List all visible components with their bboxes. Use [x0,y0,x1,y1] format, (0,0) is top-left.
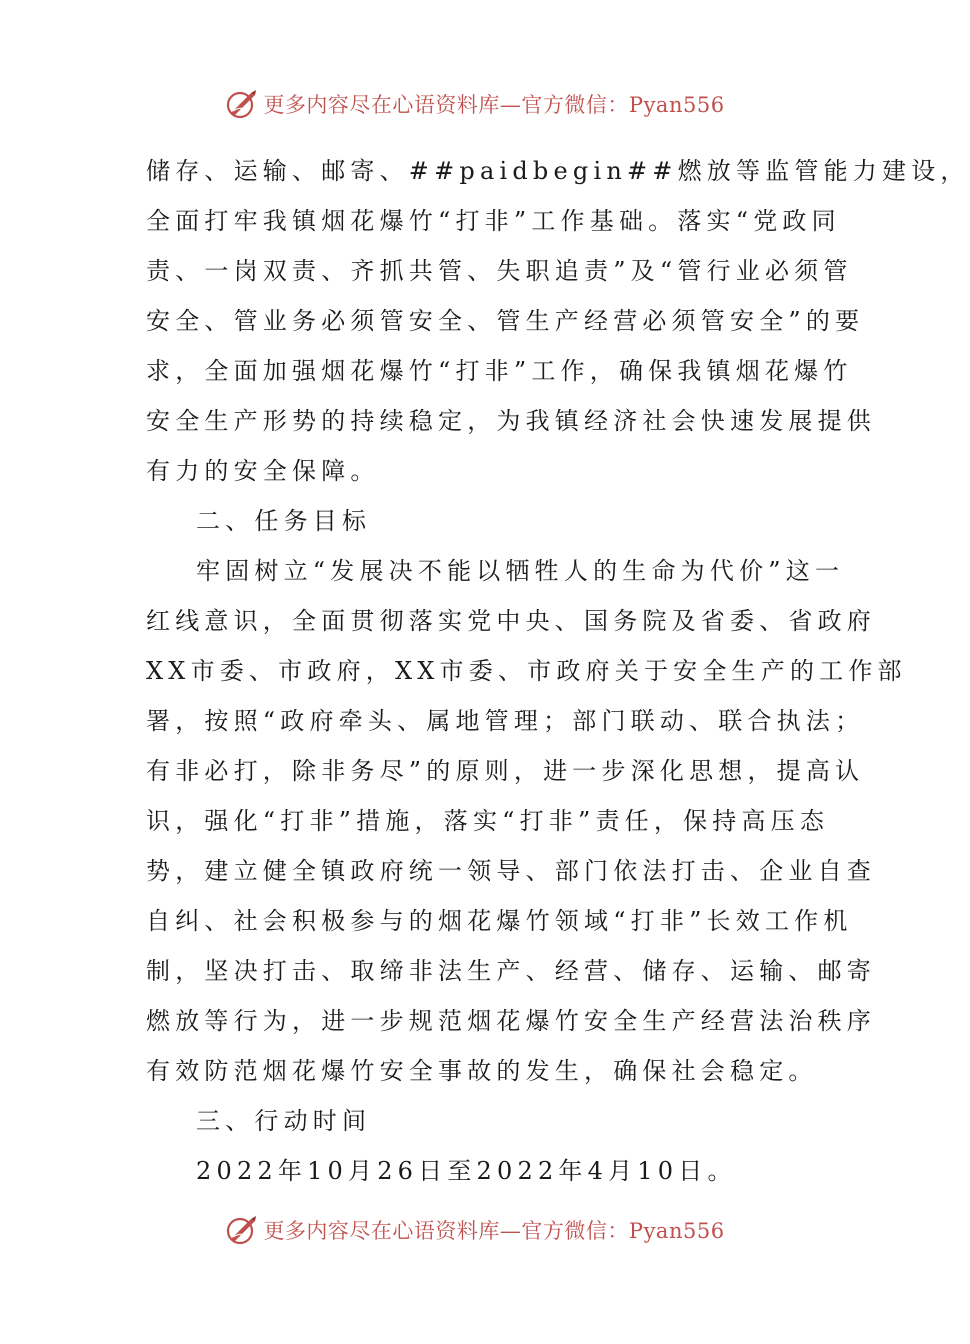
text-line: 责、一岗双责、齐抓共管、失职追责”及“管行业必须管 [146,257,853,285]
text-line: 二、任务目标 [196,507,372,535]
text-line: 有力的安全保障。 [146,457,380,485]
pen-logo-icon [225,1213,259,1247]
watermark-text: 更多内容尽在心语资料库—官方微信：Pyan556 [263,93,725,117]
text-line: 有效防范烟花爆竹安全事故的发生，确保社会稳定。 [146,1057,818,1085]
watermark-footer [0,1210,950,1250]
text-line: 势，建立健全镇政府统一领导、部门依法打击、企业自查 [146,857,876,885]
text-line: 2022年10月26日至2022年4月10日。 [196,1157,737,1185]
text-line: 自纠、社会积极参与的烟花爆竹领域“打非”长效工作机 [146,907,853,935]
text-line: 署，按照“政府牵头、属地管理；部门联动、联合执法； [146,707,865,735]
text-line: 燃放等行为，进一步规范烟花爆竹安全生产经营法治秩序 [146,1007,876,1035]
text-line: 红线意识，全面贯彻落实党中央、国务院及省委、省政府 [146,607,876,635]
watermark-text: 更多内容尽在心语资料库—官方微信：Pyan556 [263,1219,725,1243]
watermark-header [0,84,950,124]
text-line: XX市委、市政府，XX市委、市政府关于安全生产的工作部 [146,657,907,685]
text-line: 识，强化“打非”措施，落实“打非”责任，保持高压态 [146,807,830,835]
text-line: 牢固树立“发展决不能以牺牲人的生命为代价”这一 [196,557,845,585]
text-line: 安全、管业务必须管安全、管生产经营必须管安全”的要 [146,307,865,335]
text-line: 三、行动时间 [196,1107,372,1135]
document-body [146,146,970,1196]
text-line: 制，坚决打击、取缔非法生产、经营、储存、运输、邮寄 [146,957,876,985]
text-line: 全面打牢我镇烟花爆竹“打非”工作基础。落实“党政同 [146,207,841,235]
text-line: 求，全面加强烟花爆竹“打非”工作，确保我镇烟花爆竹 [146,357,853,385]
text-line: 储存、运输、邮寄、##paidbegin##燃放等监管能力建设， [146,157,970,185]
pen-logo-icon [225,87,259,121]
text-line: 有非必打，除非务尽”的原则，进一步深化思想，提高认 [146,757,865,785]
text-line: 安全生产形势的持续稳定，为我镇经济社会快速发展提供 [146,407,876,435]
